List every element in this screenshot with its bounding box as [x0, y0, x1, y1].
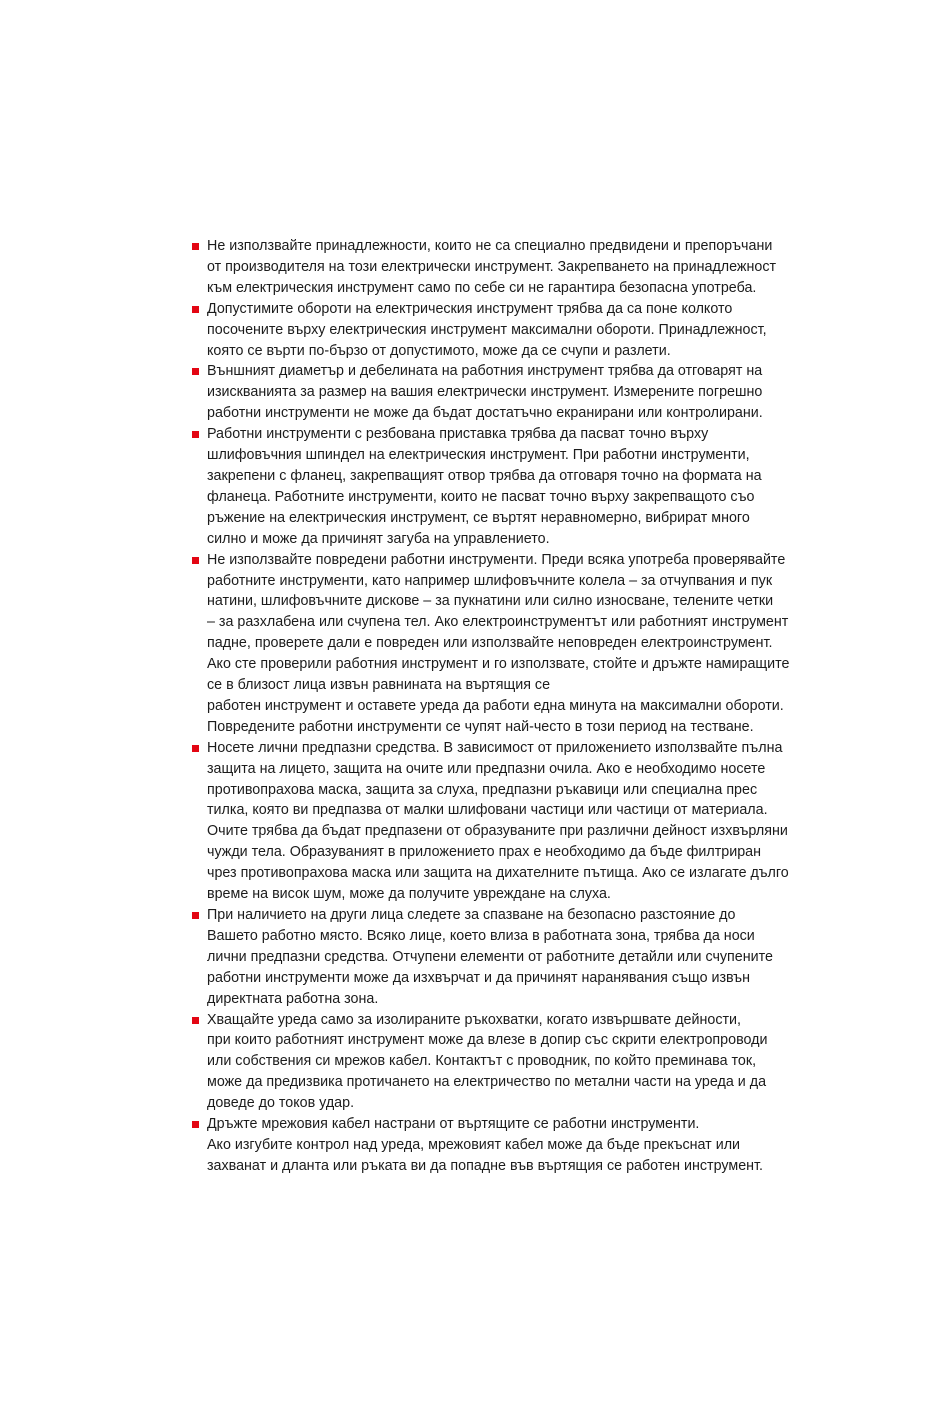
text-line: от производителя на този електрически инструмент. Закрепването на принадлежност [207, 258, 777, 275]
text-line: при които работният инструмент може да влезе в допир със скрити електропроводи [207, 1032, 768, 1049]
text-line: Повредените работни инструменти се чупят най-често в този период на тестване. [207, 718, 754, 735]
text-line: Носете лични предпазни средства. В зависимост от приложението използвайте пълна [207, 739, 783, 756]
text-line: ръжение на електрическия инструмент, се въртят неравномерно, вибрират много [207, 509, 750, 526]
text-line: фланеца. Работните инструменти, които не пасват точно върху закрепващото съо [207, 488, 755, 505]
text-line: закрепени с фланец, закрепващият отвор трябва да отговаря точно на формата на [207, 467, 762, 484]
list-item [190, 299, 830, 362]
text-line: противопрахова маска, защита за слуха, предпазни ръкавици или специална прес [207, 781, 758, 798]
list-item [190, 550, 830, 738]
text-line: директната работна зона. [207, 990, 379, 1007]
text-line: работни инструменти може да изхвърчат и да причинят наранявания също извън [207, 969, 750, 986]
text-line: чрез противопрахова маска или защита на дихателните пътища. Ако се излагате дълго [207, 865, 789, 882]
text-line: се в близост лица извън равнината на въртящия се [207, 677, 551, 694]
text-line: Външният диаметър и дебелината на работния инструмент трябва да отговарят на [207, 363, 763, 380]
square-bullet-icon [192, 243, 199, 250]
text-line: може да предизвика протичането на електричество по метални части на уреда и да [207, 1074, 767, 1091]
text-line: лични предпазни средства. Отчупени елементи от работните детайли или счупените [207, 948, 773, 965]
list-item [190, 1114, 830, 1177]
text-line: захванат и дланта или ръката ви да попадне във въртящия се работен инструмент. [207, 1157, 763, 1174]
square-bullet-icon [192, 912, 199, 919]
text-line: Работни инструменти с резбована приставка трябва да пасват точно върху [207, 426, 709, 443]
text-line: Допустимите обороти на електрическия инструмент трябва да са поне колкото [207, 300, 733, 317]
text-line: време на висок шум, може да получите увреждане на слуха. [207, 886, 611, 903]
text-line: която се върти по-бързо от допустимото, може да се счупи и разлети. [207, 342, 671, 359]
text-line: към електрическия инструмент само по себе си не гарантира безопасна употреба. [207, 279, 757, 296]
text-line: Дръжте мрежовия кабел настрани от въртящите се работни инструменти. [207, 1116, 700, 1133]
text-line: тилка, която ви предпазва от малки шлифовани частици или частици от материала. [207, 802, 768, 819]
list-item [190, 1010, 830, 1115]
square-bullet-icon [192, 306, 199, 313]
text-line: Ако сте проверили работния инструмент и го използвате, стойте и дръжте намиращите [207, 656, 790, 673]
text-line: силно и може да причинят загуба на управлението. [207, 530, 550, 547]
square-bullet-icon [192, 431, 199, 438]
text-line: или собствения си мрежов кабел. Контактът с проводник, по който преминава ток, [207, 1053, 757, 1070]
text-line: защита на лицето, защита на очите или предпазни очила. Ако е необходимо носете [207, 760, 766, 777]
text-line: работни инструменти не може да бъдат достатъчно екранирани или контролирани. [207, 405, 763, 422]
text-line: – за разхлабена или счупена тел. Ако електроинструментът или работният инструмент [207, 614, 789, 631]
text-line: Очите трябва да бъдат предпазени от образуваните при различни дейност изхвърляни [207, 823, 788, 840]
list-item [190, 424, 830, 549]
square-bullet-icon [192, 1017, 199, 1024]
text-line: натини, шлифовъчните дискове – за пукнатини или силно износване, телените четки [207, 593, 774, 610]
list-item [190, 236, 830, 299]
text-line: изискванията за размер на вашия електрически инструмент. Измерените погрешно [207, 384, 763, 401]
text-line: доведе до токов удар. [207, 1095, 355, 1112]
text-line: чужди тела. Образуваният в приложението прах е необходимо да бъде филтриран [207, 844, 762, 861]
square-bullet-icon [192, 368, 199, 375]
text-line: посочените върху електрическия инструмент максимални обороти. Принадлежност, [207, 321, 767, 338]
text-line: Не използвайте принадлежности, които не са специално предвидени и препоръчани [207, 238, 773, 254]
safety-instructions-list [190, 236, 830, 1177]
list-item [190, 905, 830, 1010]
text-line: работните инструменти, като например шлифовъчните колела – за отчупвания и пук [207, 572, 773, 589]
text-line: Хващайте уреда само за изолираните ръкохватки, когато извършвате дейности, [207, 1011, 741, 1028]
text-line: При наличието на други лица следете за спазване на безопасно разстояние до [207, 907, 736, 923]
text-line: шлифовъчния шпиндел на електрическия инструмент. При работни инструменти, [207, 447, 750, 464]
text-line: Не използвайте повредени работни инструменти. Преди всяка употреба проверявайте [207, 551, 786, 568]
square-bullet-icon [192, 557, 199, 564]
text-line: Ако изгубите контрол над уреда, мрежовият кабел може да бъде прекъснат или [207, 1136, 741, 1153]
text-line: падне, проверете дали е повреден или използвайте неповреден електроинструмент. [207, 635, 773, 652]
list-item [190, 738, 830, 905]
list-item [190, 361, 830, 424]
square-bullet-icon [192, 1121, 199, 1128]
square-bullet-icon [192, 745, 199, 752]
text-line: Вашето работно място. Всяко лице, което влиза в работната зона, трябва да носи [207, 927, 755, 944]
text-line: работен инструмент и оставете уреда да работи една минута на максимални обороти. [207, 697, 784, 714]
